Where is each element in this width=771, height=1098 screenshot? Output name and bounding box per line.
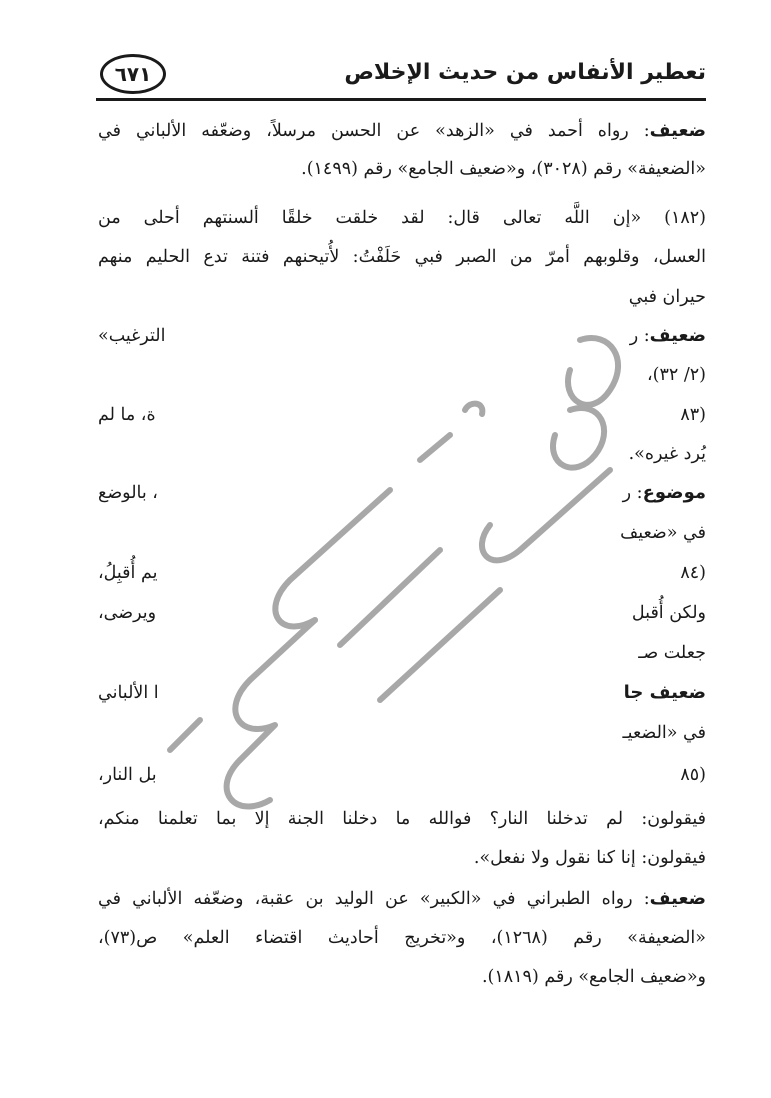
hadith-number: (٨٣ [680, 405, 706, 425]
text-line: و«ضعيف الجامع» رقم (١٨١٩). [481, 967, 706, 987]
grading-label: ضعيف جا [623, 682, 706, 703]
text-line: «الضعيفة» رقم (١٢٦٨)، و«تخريج أحاديث اقتضاء العلم» ص(٧٣)، [98, 928, 706, 948]
text-span: : ر [629, 326, 650, 346]
text-span: : رواه أحمد في «الزهد» عن الحسن مرسلاً، وضعّفه الألباني في [98, 121, 650, 141]
page-number: ٦٧١ [100, 54, 166, 94]
grading-label: ضعيف [649, 325, 706, 346]
text-line: يُرد غيره». [628, 444, 706, 464]
text-fragment: ، بالوضع [98, 483, 158, 503]
text-line [630, 323, 706, 349]
page-header [96, 52, 706, 104]
text-fragment: الترغيب» [98, 326, 166, 346]
text-fragment: بل النار، [98, 765, 157, 785]
grading-label: ضعيف [649, 120, 706, 141]
text-span: : ر [622, 483, 643, 503]
text-line: جعلت صـ [638, 643, 706, 663]
text-line: «الضعيفة» رقم (٣٠٢٨)، و«ضعيف الجامع» رقم (١٤٩٩). [301, 159, 706, 179]
text-fragment: ا الألباني [98, 683, 159, 703]
hadith-number: (٨٤ [680, 563, 706, 583]
text-fragment: ة، ما لم [98, 405, 156, 425]
text-line: في «ضعيف [620, 523, 706, 543]
text-line: فيقولون: لم تدخلنا النار؟ فوالله ما دخلنا الجنة إلا بما تعلمنا منكم، [98, 809, 706, 829]
text-line: (٢/ ٣٢)، [647, 365, 706, 385]
text-line [623, 480, 706, 506]
text-line: العسل، وقلوبهم أمرّ من الصبر فبي حَلَفْتُ: لأُتيحنهم فتنة تدع الحليم منهم [98, 247, 706, 267]
text-fragment: ويرضى، [98, 603, 157, 623]
text-line: فيقولون: إنا كنا نقول ولا نفعل». [473, 848, 706, 868]
text-line [98, 886, 706, 912]
text-span: : رواه الطبراني في «الكبير» عن الوليد بن عقبة، وضعّفه الألباني في [98, 889, 650, 909]
grading-label: ضعيف [649, 888, 706, 909]
grading-label: موضوع [642, 482, 706, 503]
library-stamp-watermark [140, 300, 660, 860]
running-title: تعطير الأنفاس من حديث الإخلاص [344, 60, 706, 85]
text-line: في «الضعيـ [622, 723, 706, 743]
text-fragment: يم أُقبِلُ، [98, 563, 158, 583]
hadith-line: (١٨٢) «إن اللَّه تعالى قال: لقد خلقت خلقًا ألسنتهم أحلى من [98, 208, 706, 228]
header-divider [96, 98, 706, 101]
text-line [98, 118, 706, 144]
hadith-number: (٨٥ [680, 765, 706, 785]
text-line: حيران فبي [628, 287, 706, 307]
text-line: ولكن أُقبل [631, 603, 706, 623]
